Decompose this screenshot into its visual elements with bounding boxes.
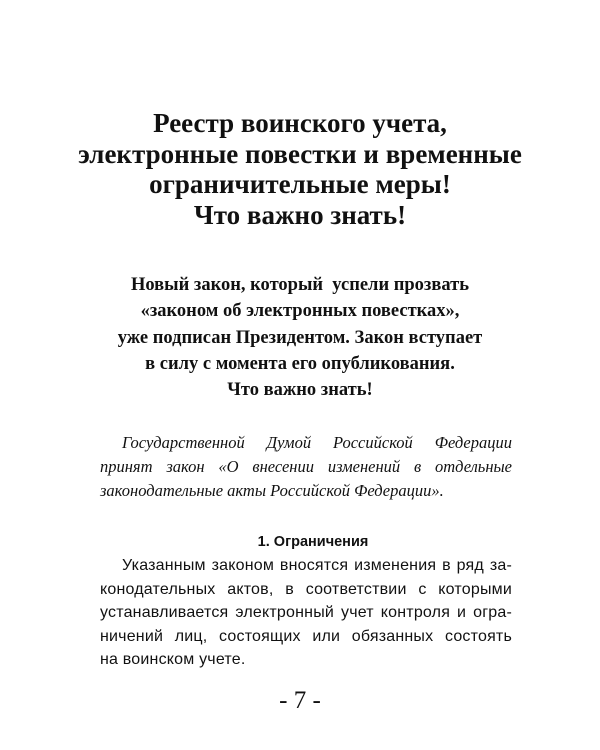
intro-paragraph xyxy=(100,431,512,503)
subtitle-line: Новый закон, который успели прозвать xyxy=(130,275,469,295)
subtitle-line: «законом об электронных повестках», xyxy=(140,301,460,322)
document-title xyxy=(0,108,600,230)
body-line: конодательных актов, в соответствии с которыми xyxy=(100,580,512,598)
title-line: Реестр воинского учета, xyxy=(153,108,447,138)
body-line: на воинском учете. xyxy=(100,651,246,668)
title-line: ограничительные меры! xyxy=(149,169,451,199)
section-body xyxy=(100,554,512,672)
body-line: устанавливается электронный учет контроля и огра- xyxy=(100,604,512,621)
subtitle-line: в силу с момента его опубликования. xyxy=(145,353,455,374)
body-line: ничений лиц, состоящих или обязанных состоять xyxy=(100,627,512,645)
subtitle-line: уже подписан Президентом. Закон вступает xyxy=(117,327,483,348)
subtitle xyxy=(0,272,600,403)
intro-line: законодательные акты Российской Федерации». xyxy=(100,481,444,500)
section-heading: 1. Ограничения xyxy=(257,534,369,550)
intro-line: принят закон «О внесении изменений в отдельные xyxy=(100,457,512,476)
body-line: Указанным законом вносятся изменения в ряд за- xyxy=(122,557,512,574)
intro-line: Государственной Думой Российской Федерации xyxy=(122,433,512,452)
title-line: Что важно знать! xyxy=(193,199,407,230)
subtitle-line: Что важно знать! xyxy=(227,380,373,401)
title-line: электронные повестки и временные xyxy=(78,138,522,169)
page-number: - 7 - xyxy=(279,687,321,714)
